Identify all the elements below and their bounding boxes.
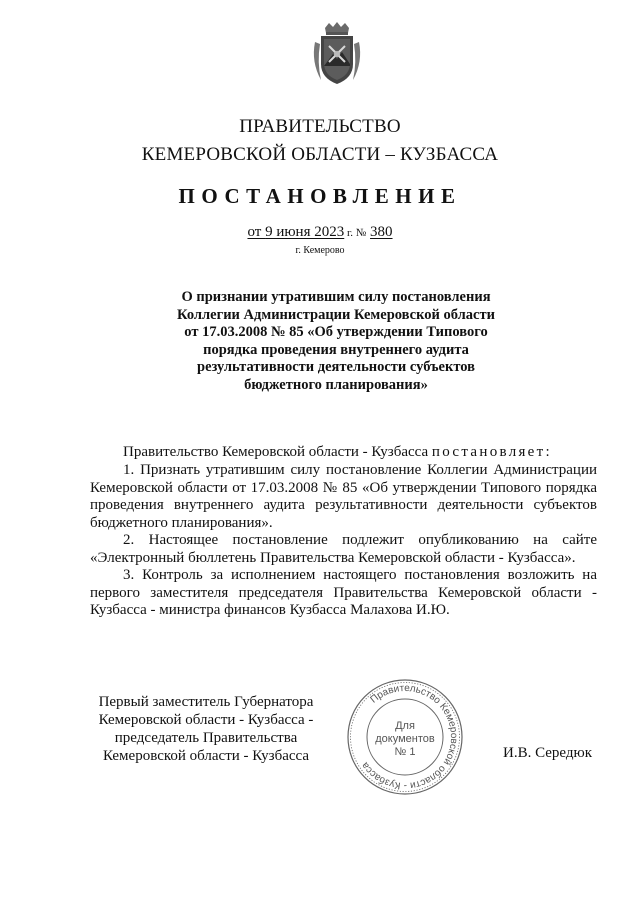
year-abbr: г. [344, 227, 356, 239]
title-line: бюджетного планирования» [244, 376, 428, 393]
item-1: 1. Признать утратившим силу постановление Коллегии Администрации Кемеровской области от 17.03.2008 № 85 «Об утверждении Типового порядка проведения внутреннего аудита результативности деятельности субъектов бюджетного планирования». [90, 462, 597, 531]
document-type: ПОСТАНОВЛЕНИЕ [178, 184, 462, 208]
document-title [150, 289, 522, 395]
government-title-line2: КЕМЕРОВСКОЙ ОБЛАСТИ – КУЗБАССА [141, 144, 499, 165]
date-prefix: от [247, 224, 266, 240]
preamble [90, 444, 597, 462]
position-line: Первый заместитель Губернатора [98, 694, 314, 710]
signatory-name: И.В. Середюк [503, 745, 593, 761]
stamp-ring-text: Правительство Кемеровской области - Кузбасса [359, 682, 460, 792]
date-number-line [0, 224, 640, 241]
title-line: порядка проведения внутреннего аудита [203, 341, 469, 358]
coat-of-arms-icon [311, 22, 363, 88]
preamble-text: Правительство Кемеровской области - Кузбасса [123, 444, 432, 460]
position-line: председатель Правительства [114, 730, 298, 746]
city: г. Кемерово [295, 245, 345, 256]
document-date: 9 июня 2023 [265, 224, 345, 240]
item-3: 3. Контроль за исполнением настоящего постановления возложить на первого заместителя председателя Правительства Кемеровской области - Кузбасса - министра финансов Кузбасса Малахова И.Ю. [90, 567, 597, 619]
position-line: Кемеровской области - Кузбасса - [98, 712, 314, 728]
stamp-inner-line: № 1 [394, 746, 416, 758]
title-line: от 17.03.2008 № 85 «Об утверждении Типового [184, 324, 488, 341]
title-line: О признании утратившим силу постановления [181, 289, 491, 305]
document-number: 380 [370, 224, 393, 240]
title-line: результативности деятельности субъектов [197, 359, 475, 376]
official-stamp [345, 677, 465, 797]
preamble-resolves: постановляет: [431, 444, 552, 460]
government-title-line1: ПРАВИТЕЛЬСТВО [239, 116, 401, 137]
stamp-inner-line: документов [375, 733, 435, 745]
item-2: 2. Настоящее постановление подлежит опубликованию на сайте «Электронный бюллетень Правительства Кемеровской области - Кузбасса». [90, 532, 597, 566]
title-line: Коллегии Администрации Кемеровской области [177, 306, 495, 323]
number-sign: № [355, 227, 367, 239]
position-line: Кемеровской области - Кузбасса [102, 748, 310, 764]
stamp-inner-line: Для [395, 720, 415, 732]
signatory-position [90, 693, 322, 765]
